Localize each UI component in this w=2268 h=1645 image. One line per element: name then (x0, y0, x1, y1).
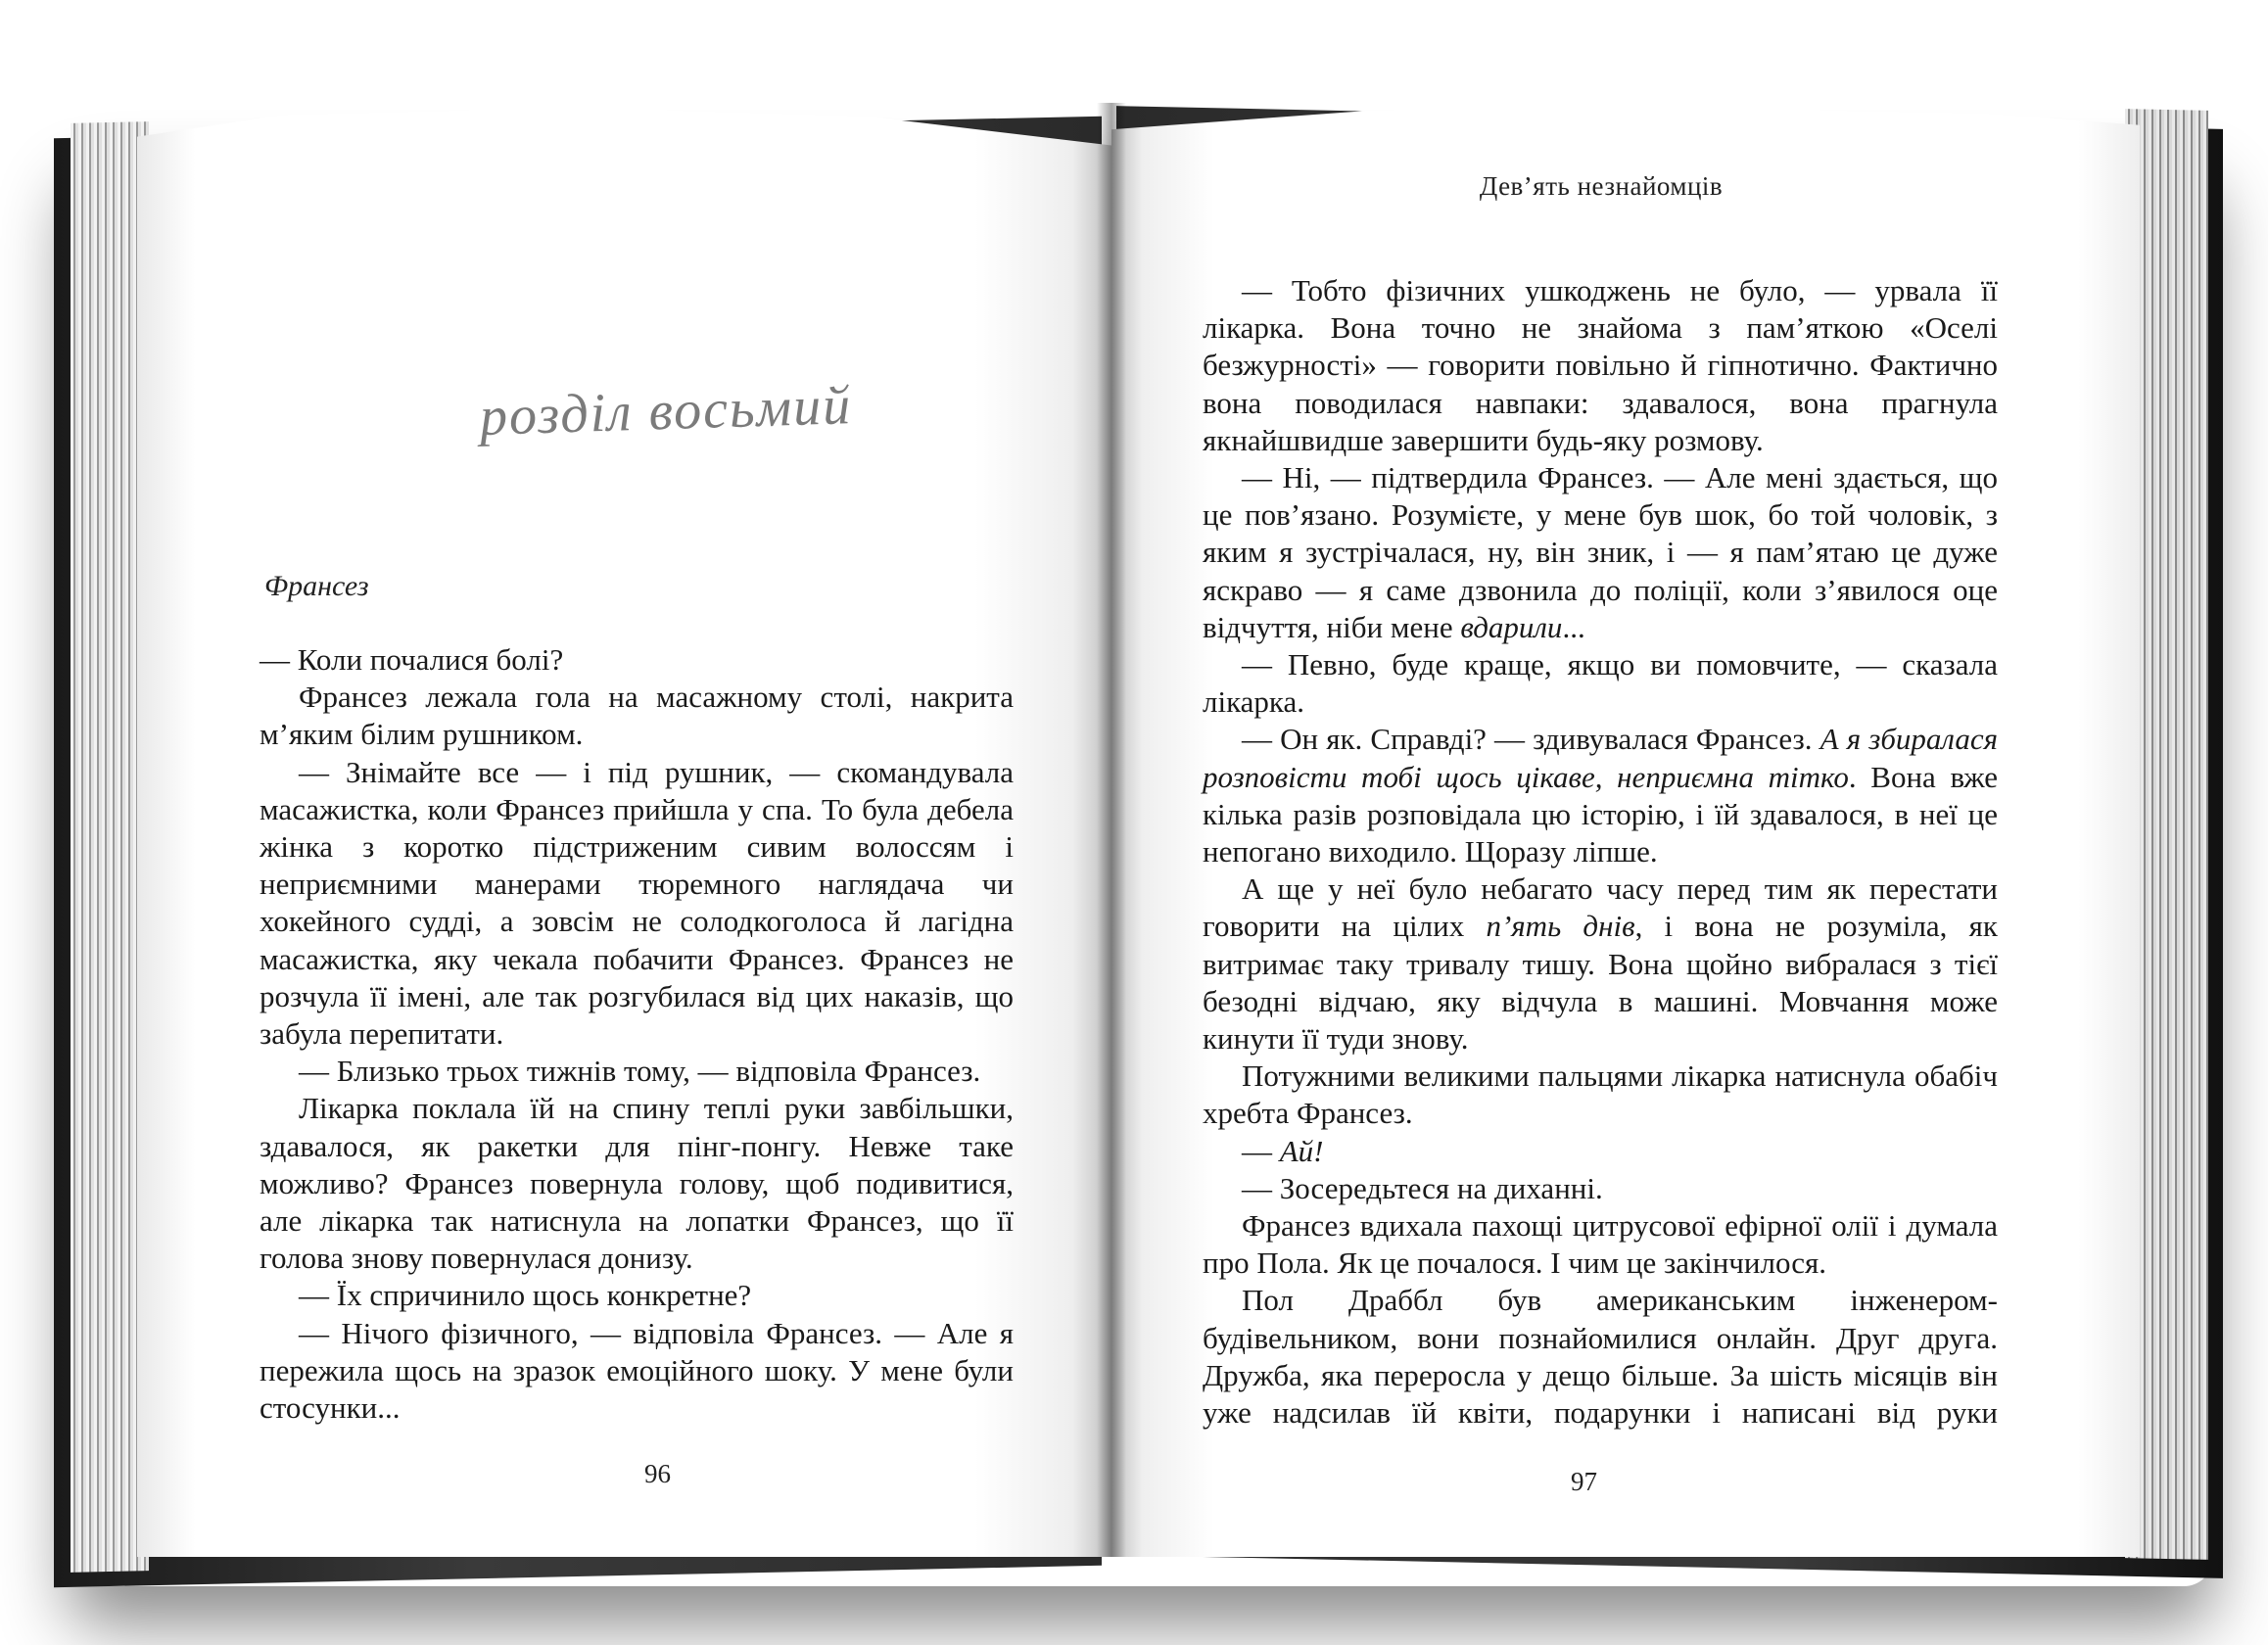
paragraph: — Ай! (1242, 1133, 1324, 1168)
paragraph: — Їх спричинило щось конкретне? (299, 1278, 752, 1313)
paragraph: А ще у неї було небагато часу перед тим як перестати говорити на цілих п’ять днів, і вона не розуміла, як витримає таку тривалу тишу. Вона щойно вибралася з тієї безодні відчаю, яку відчула в машині. Мовчання може кинути її туди знову. (1203, 871, 1998, 1057)
paragraph: — Близько трьох тижнів тому, — відповіла Франсез. (299, 1054, 981, 1089)
paragraph: — Он як. Справді? — здивувалася Франсез. А я збиралася розповісти тобі щось цікаве, неприємна тітко. Вона вже кілька разів розповідала цю історію, і їй здавалося, в неї це непогано виходило. Щоразу ліпше. (1203, 722, 1998, 870)
page-number-right: 97 (1571, 1467, 1597, 1496)
paragraph: — Коли почалися болі? (260, 642, 564, 677)
paragraph: Пол Драббл був американським інженером-будівельником, вони познайомилися онлайн. Друг друга. Дружба, яка переросла у дещо більше. За шість місяців він уже надсилав їй квіти, подарунки і написані від руки (1203, 1283, 1998, 1431)
chapter-title: розділ восьмий (478, 375, 854, 447)
page-number-left: 96 (644, 1459, 671, 1488)
section-name: Франсез (264, 570, 369, 602)
paragraph: — Тобто фізичних ушкоджень не було, — урвала її лікарка. Вона точно не знайома з пам’яткою «Оселі безжурності» — говорити повільно й гіпнотично. Фактично вона поводилася навпаки: здавалося, вона прагнула якнайшвидше завершити будь-яку розмову. (1203, 273, 1998, 457)
left-page-text (260, 641, 1014, 1427)
paragraph: — Нічого фізичного, — відповіла Франсез. — Але я пережила щось на зразок емоційного шоку. У мене були стосунки... (260, 1315, 1014, 1426)
running-head: Дев’ять незнайомців (1479, 171, 1724, 201)
paragraph: Потужними великими пальцями лікарка натиснула обабіч хребта Франсез. (1203, 1058, 1998, 1131)
paragraph: — Зосередьтеся на диханні. (1242, 1170, 1603, 1205)
paragraph: Лікарка поклала їй на спину теплі руки завбільшки, здавалося, як ракетки для пінг-понгу. Невже таке можливо? Франсез повернула голову, щоб подивитися, але лікарка так натиснула на лопатки Франсез, що її голова знову повернулася донизу. (260, 1091, 1014, 1276)
paragraph: Франсез лежала гола на масажному столі, накрита м’яким білим рушником. (260, 680, 1014, 752)
paragraph: — Ні, — підтвердила Франсез. — Але мені здається, що це пов’язано. Розумієте, у мене був шок, бо той чоловік, з яким я зустрічалася, ну, він зник, і — я пам’ятаю це дуже яскраво — я саме дзвонила до поліції, коли з’явилося оце відчуття, ніби мене вдарили... (1203, 460, 1998, 644)
book-gutter (1097, 103, 1126, 1557)
paragraph: — Знімайте все — і під рушник, — скомандувала масажистка, коли Франсез прийшла у спа. То була дебела жінка з коротко підстриженим сивим волоссям і неприємними манерами тюремного наглядача чи хокейного судді, а зовсім не солодкоголоса й лагідна масажистка, яку чекала побачити Франсез. Франсез не розчула її імені, але так розгубилася від цих наказів, що забула перепитати. (260, 754, 1014, 1052)
paragraph: Франсез вдихала пахощі цитрусової ефірної олії і думала про Пола. Як це почалося. І чим це закінчилося. (1203, 1208, 1998, 1281)
paragraph: — Певно, буде краще, якщо ви помовчите, — сказала лікарка. (1203, 647, 1998, 720)
right-page-text (1203, 272, 1998, 1432)
